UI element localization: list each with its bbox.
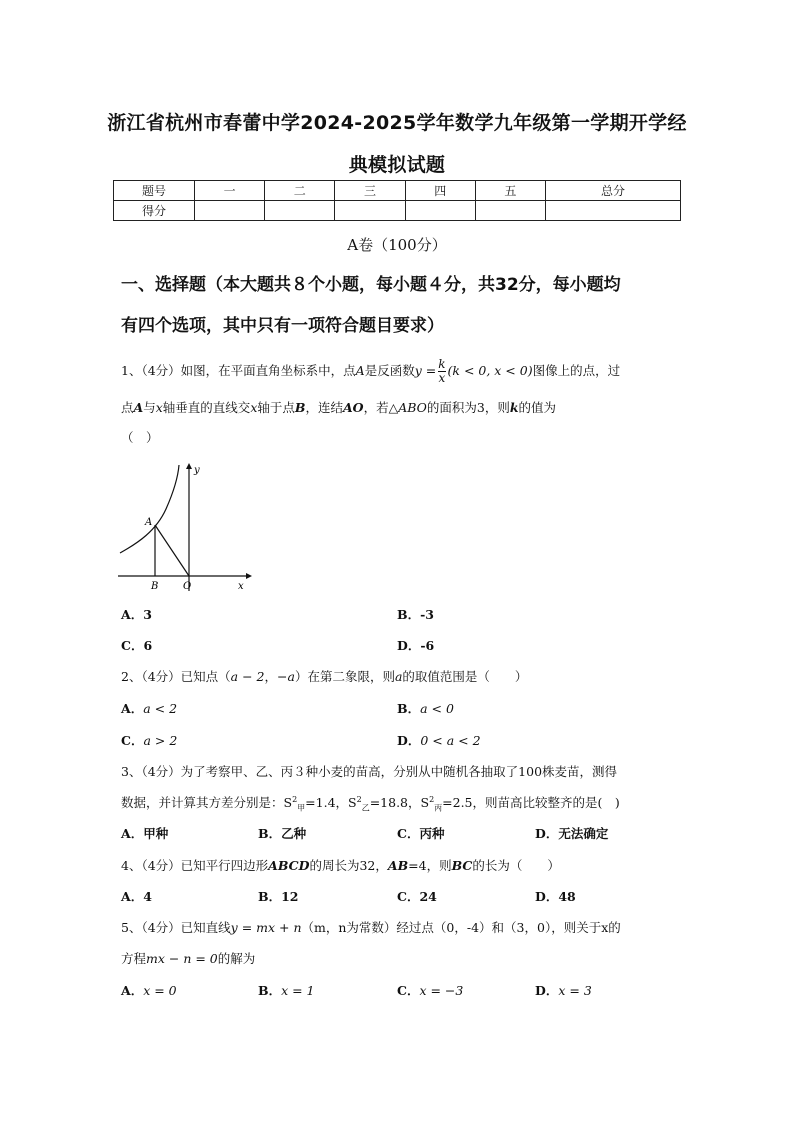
- score-table-header-row: [114, 181, 681, 201]
- q1-line1: [121, 358, 620, 385]
- q4-text: 的长为（ ）: [472, 858, 560, 873]
- table-cell: 五: [475, 181, 545, 201]
- q4-option-a[interactable]: A．4: [121, 889, 152, 904]
- q1-option-a[interactable]: A．3: [121, 607, 152, 622]
- q4-option-b[interactable]: B．12: [258, 889, 299, 904]
- q1-text: 与: [143, 400, 156, 415]
- score-input-cell[interactable]: [546, 201, 681, 221]
- q3-text: =1.4，S: [305, 795, 357, 810]
- q1-option-c[interactable]: C．6: [121, 638, 153, 653]
- section-heading-line1: 一、选择题（本大题共８个小题，每小题４分，共32分，每小题均: [121, 275, 621, 295]
- q2-text: ，: [264, 669, 277, 684]
- q5-text: 的解为: [217, 951, 256, 966]
- option-value: x = 3: [558, 983, 592, 998]
- q4-option-c[interactable]: C．24: [397, 889, 437, 904]
- segment-ao: [155, 525, 189, 576]
- q4-var: AB: [387, 858, 409, 873]
- option-value: x = 0: [143, 983, 177, 998]
- q4-text: 的周长为32，: [309, 858, 388, 873]
- q4-line1: [121, 856, 560, 874]
- section-heading-line2: 有四个选项，其中只有一项符合题目要求）: [121, 316, 444, 336]
- q5-line2: [121, 949, 255, 967]
- q4-text: 4、（4分）已知平行四边形: [121, 858, 269, 873]
- q2-math: −a: [277, 669, 295, 684]
- q5-line1: [121, 918, 621, 936]
- table-cell: 题号: [114, 181, 195, 201]
- q5-math: mx − n = 0: [146, 951, 218, 966]
- option-value: 0 < a < 2: [420, 733, 481, 748]
- score-input-cell[interactable]: [265, 201, 335, 221]
- q5-math: y = mx + n: [230, 920, 302, 935]
- fraction-denominator: x: [438, 371, 446, 385]
- q1-option-b[interactable]: B．-3: [397, 607, 434, 622]
- q1-var: x: [155, 400, 163, 415]
- option-label: D．: [397, 733, 421, 748]
- option-label: D．: [535, 983, 559, 998]
- q5-option-b[interactable]: [258, 981, 315, 999]
- option-label: B．: [397, 701, 421, 716]
- q2-math: a − 2: [230, 669, 265, 684]
- q1-text: 的面积为3，则: [426, 400, 510, 415]
- score-table-score-row: [114, 201, 681, 221]
- q3-line1: 3、（4分）为了考察甲、乙、丙３种小麦的苗高，分别从中随机各抽取了100株麦苗，测得: [121, 764, 618, 779]
- q2-option-d[interactable]: [397, 731, 481, 749]
- q5-text: 5、（4分）已知直线: [121, 920, 231, 935]
- q3-text: =18.8，S: [369, 795, 430, 810]
- q5-option-a[interactable]: [121, 981, 177, 999]
- subscript: 甲: [297, 803, 306, 813]
- q3-line2: [121, 793, 620, 814]
- superscript: 2: [356, 794, 362, 804]
- table-cell: 总分: [546, 181, 681, 201]
- y-axis-arrow-icon: [186, 463, 192, 469]
- option-label: A．: [121, 701, 144, 716]
- option-value: a < 2: [143, 701, 178, 716]
- answer-blank: （ ）: [121, 430, 159, 445]
- page-title: 浙江省杭州市春蕾中学2024-2025学年数学九年级第一学期开学经: [107, 112, 687, 134]
- table-cell: 二: [265, 181, 335, 201]
- q1-text: 轴垂直的直线交: [162, 400, 251, 415]
- q5-option-c[interactable]: [397, 981, 463, 999]
- q1-text: 点: [121, 400, 134, 415]
- q2-option-c[interactable]: [121, 731, 177, 749]
- q5-text: 方程: [121, 951, 147, 966]
- q1-var: A: [133, 400, 144, 415]
- q1-graph: [118, 463, 254, 593]
- label-x: x: [238, 581, 244, 592]
- score-input-cell[interactable]: [195, 201, 265, 221]
- q1-math: (k < 0, x < 0): [447, 363, 533, 378]
- q3-text: =2.5，则苗高比较整齐的是( ): [442, 795, 620, 810]
- label-a: A: [145, 517, 153, 528]
- q2-var: a: [394, 669, 403, 684]
- q4-var: ABCD: [268, 858, 310, 873]
- page-title-line2: 典模拟试题: [348, 154, 446, 176]
- q3-option-a[interactable]: A．甲种: [121, 826, 169, 841]
- q3-option-c[interactable]: C．丙种: [397, 826, 445, 841]
- x-axis-arrow-icon: [246, 573, 252, 579]
- option-label: B．: [258, 983, 282, 998]
- option-label: C．: [397, 983, 420, 998]
- q1-var: AO: [342, 400, 364, 415]
- table-cell: 三: [335, 181, 405, 201]
- q2-text: ）在第二象限，则: [294, 669, 395, 684]
- score-table: [113, 180, 681, 221]
- q4-text: =4，则: [408, 858, 452, 873]
- q1-var: x: [250, 400, 258, 415]
- q3-option-d[interactable]: D．无法确定: [535, 826, 609, 841]
- score-input-cell[interactable]: [335, 201, 405, 221]
- q1-var: A: [355, 363, 365, 378]
- q1-option-d[interactable]: D．-6: [397, 638, 435, 653]
- score-input-cell[interactable]: [475, 201, 545, 221]
- q2-text: 2、（4分）已知点（: [121, 669, 231, 684]
- q1-text: 1、（4分）如图，在平面直角坐标系中，点: [121, 363, 356, 378]
- table-cell: 四: [405, 181, 475, 201]
- option-value: x = 1: [281, 983, 315, 998]
- q5-text: （m，n为常数）经过点（0，-4）和（3，0），则关于x的: [301, 920, 621, 935]
- label-b: B: [151, 581, 159, 592]
- hyperbola-curve: [120, 465, 179, 553]
- q1-var: B: [294, 400, 306, 415]
- section-heading: [121, 265, 681, 347]
- q2-line1: [121, 667, 527, 685]
- subscript: 丙: [434, 803, 443, 813]
- table-cell: 得分: [114, 201, 195, 221]
- subscript: 乙: [361, 803, 370, 813]
- q1-math: y =: [414, 363, 437, 378]
- option-value: a > 2: [143, 733, 178, 748]
- superscript: 2: [292, 794, 298, 804]
- q1-text: ，连结: [305, 400, 343, 415]
- table-cell: 一: [195, 181, 265, 201]
- q1-math: △ABO: [388, 400, 427, 415]
- superscript: 2: [429, 794, 435, 804]
- option-value: x = −3: [419, 983, 464, 998]
- q1-text: ，若: [363, 400, 389, 415]
- q4-var: BC: [451, 858, 473, 873]
- score-input-cell[interactable]: [405, 201, 475, 221]
- q2-option-b[interactable]: [397, 699, 454, 717]
- fraction-numerator: k: [438, 357, 446, 371]
- q1-fraction: [438, 358, 445, 385]
- q2-text: 的取值范围是（ ）: [402, 669, 528, 684]
- q1-text: 轴于点: [257, 400, 295, 415]
- q1-var: k: [509, 400, 519, 415]
- q1-line2: [121, 398, 556, 416]
- option-label: A．: [121, 983, 144, 998]
- q3-option-b[interactable]: B．乙种: [258, 826, 307, 841]
- option-label: C．: [121, 733, 144, 748]
- label-y: y: [194, 465, 200, 476]
- q2-option-a[interactable]: [121, 699, 177, 717]
- q1-text: 的值为: [518, 400, 557, 415]
- q5-option-d[interactable]: [535, 981, 592, 999]
- q3-text: 数据，并计算其方差分别是：S: [121, 795, 293, 810]
- label-o: O: [183, 581, 192, 592]
- q1-text: 图像上的点，过: [532, 363, 621, 378]
- q1-text: 是反函数: [364, 363, 415, 378]
- option-value: a < 0: [420, 701, 454, 716]
- paper-label: A卷（100分）: [347, 236, 447, 254]
- q4-option-d[interactable]: D．48: [535, 889, 576, 904]
